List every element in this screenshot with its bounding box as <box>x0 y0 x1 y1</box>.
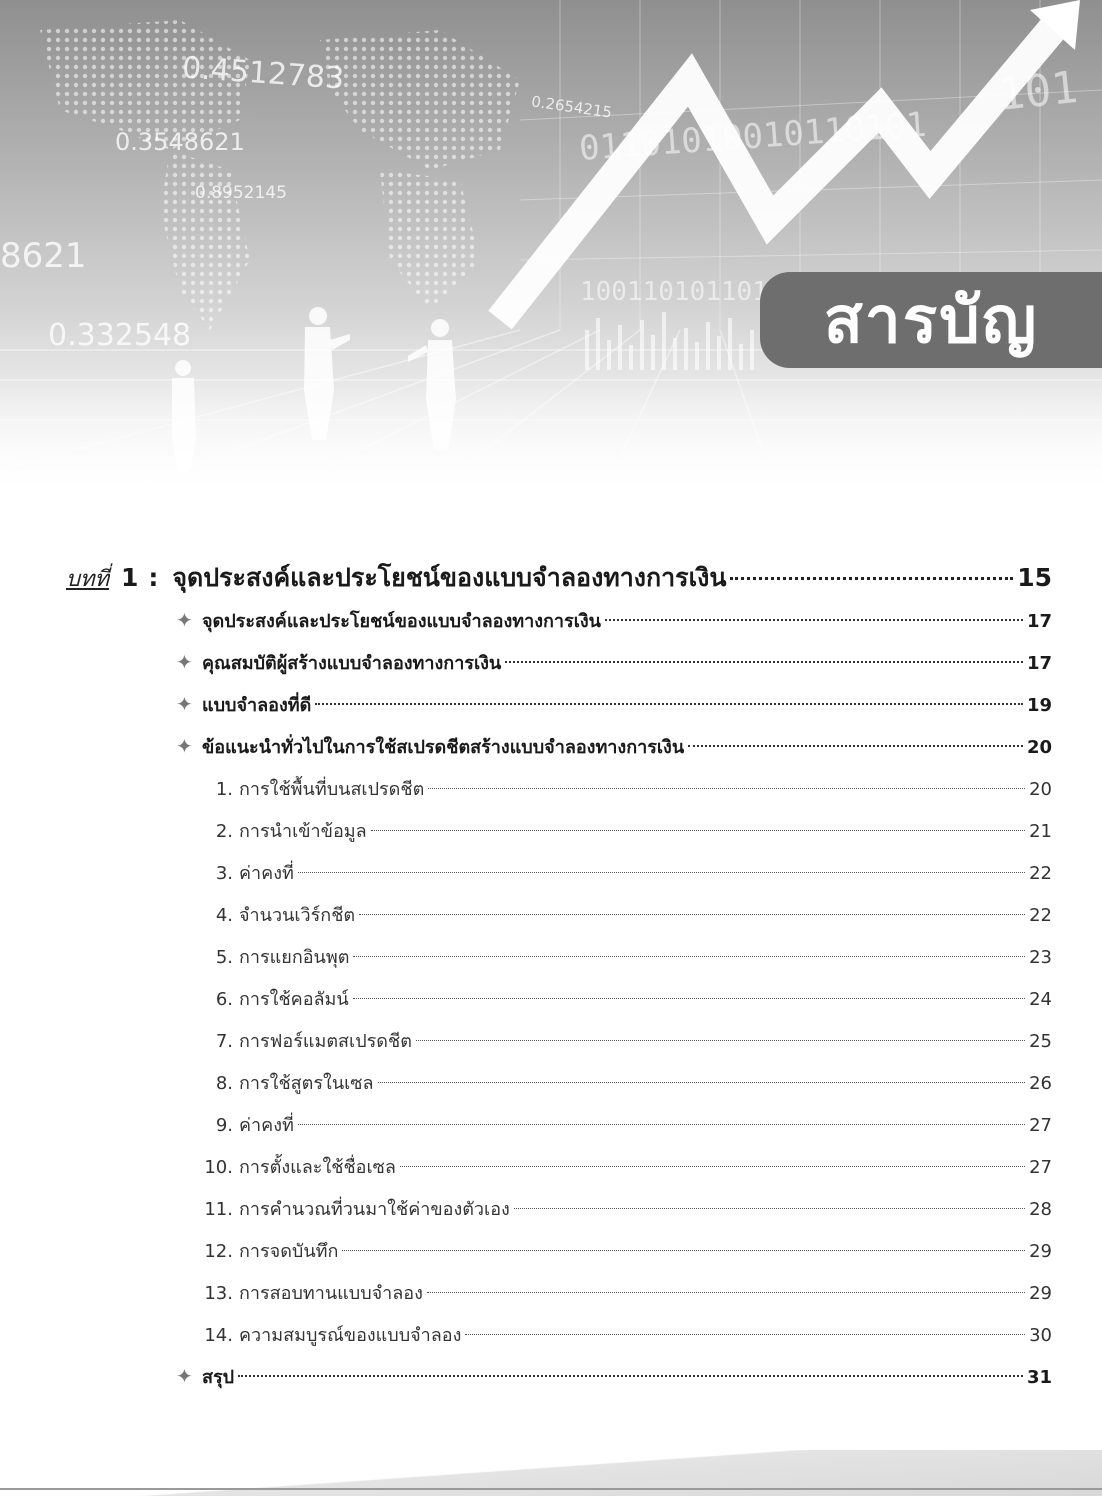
item-number: 12. <box>204 1241 233 1262</box>
section-page-number: 17 <box>1026 653 1052 674</box>
chapter-title: จุดประสงค์และประโยชน์ของแบบจำลองทางการเงิน <box>172 563 727 592</box>
toc-section-entry[interactable] <box>176 606 1052 638</box>
dot-leader <box>353 998 1025 999</box>
item-title: การใช้สูตรในเซล <box>239 1073 374 1094</box>
dot-leader <box>378 1082 1026 1083</box>
item-number: 9. <box>215 1115 233 1136</box>
item-title: ค่าคงที่ <box>239 1115 294 1136</box>
item-page-number: 30 <box>1029 1325 1052 1346</box>
toc-item[interactable] <box>195 984 1052 1016</box>
item-number: 4. <box>215 905 233 926</box>
toc-item[interactable] <box>195 1110 1052 1142</box>
dot-leader <box>238 1375 1023 1377</box>
toc-item[interactable] <box>195 1278 1052 1310</box>
item-title: การฟอร์แมตสเปรดชีต <box>239 1031 412 1052</box>
item-title: การใช้คอลัมน์ <box>239 989 349 1010</box>
item-number: 5. <box>215 947 233 968</box>
item-number: 2. <box>215 821 233 842</box>
dot-leader <box>416 1040 1025 1041</box>
toc-item[interactable] <box>195 1194 1052 1226</box>
item-title: การคำนวณที่วนมาใช้ค่าของตัวเอง <box>239 1199 510 1220</box>
dot-leader <box>730 577 1013 580</box>
item-page-number: 25 <box>1029 1031 1052 1052</box>
toc-item[interactable] <box>195 1068 1052 1100</box>
item-title: การตั้งและใช้ชื่อเซล <box>239 1157 396 1178</box>
item-page-number: 22 <box>1029 905 1052 926</box>
toc-item[interactable] <box>195 942 1052 974</box>
item-page-number: 22 <box>1029 863 1052 884</box>
toc-item[interactable] <box>195 1236 1052 1268</box>
toc-item[interactable] <box>195 900 1052 932</box>
page-title-box <box>760 272 1102 368</box>
toc-item[interactable] <box>195 1152 1052 1184</box>
section-title: คุณสมบัติผู้สร้างแบบจำลองทางการเงิน <box>202 653 502 674</box>
bottom-divider <box>0 1488 1102 1490</box>
item-title: จำนวนเวิร์กชีต <box>239 905 356 926</box>
item-page-number: 24 <box>1029 989 1052 1010</box>
toc-item[interactable] <box>195 774 1052 806</box>
item-title: การสอบทานแบบจำลอง <box>239 1283 423 1304</box>
section-title: แบบจำลองที่ดี <box>202 695 312 716</box>
header-banner <box>0 0 1102 500</box>
dot-leader <box>298 1124 1025 1125</box>
item-page-number: 29 <box>1029 1283 1052 1304</box>
star-bullet-icon: ✦ <box>176 692 193 716</box>
item-page-number: 21 <box>1029 821 1052 842</box>
toc-item[interactable] <box>195 1026 1052 1058</box>
item-number: 1. <box>215 779 233 800</box>
dot-leader <box>400 1166 1025 1167</box>
item-number: 10. <box>204 1157 233 1178</box>
item-title: ค่าคงที่ <box>239 863 294 884</box>
item-title: การแยกอินพุต <box>239 947 350 968</box>
item-number: 14. <box>204 1325 233 1346</box>
star-bullet-icon: ✦ <box>176 1364 193 1388</box>
toc-item[interactable] <box>195 816 1052 848</box>
section-title: สรุป <box>202 1367 235 1388</box>
dot-leader <box>359 914 1025 915</box>
dot-leader <box>505 661 1023 663</box>
toc-summary-entry[interactable] <box>176 1362 1052 1394</box>
section-title: ข้อแนะนำทั่วไปในการใช้สเปรดชีตสร้างแบบจำลองทางการเงิน <box>202 737 685 758</box>
item-page-number: 26 <box>1029 1073 1052 1094</box>
dot-leader <box>514 1208 1025 1209</box>
banner-number: 0.332548 <box>48 318 192 353</box>
toc-section-entry[interactable] <box>176 690 1052 722</box>
item-number: 13. <box>204 1283 233 1304</box>
section-page-number: 17 <box>1026 611 1052 632</box>
item-number: 6. <box>215 989 233 1010</box>
star-bullet-icon: ✦ <box>176 734 193 758</box>
item-number: 3. <box>215 863 233 884</box>
chapter-colon: : <box>148 563 159 592</box>
chapter-label: บทที่ <box>66 567 109 592</box>
toc-item[interactable] <box>195 858 1052 890</box>
dot-leader <box>428 788 1025 789</box>
dot-leader <box>427 1292 1025 1293</box>
item-page-number: 27 <box>1029 1157 1052 1178</box>
toc-chapter-entry[interactable] <box>66 558 1052 598</box>
banner-number: 0.3548621 <box>115 128 245 156</box>
section-page-number: 20 <box>1026 737 1052 758</box>
item-page-number: 20 <box>1029 779 1052 800</box>
dot-leader <box>605 619 1023 621</box>
chapter-page-number: 15 <box>1017 563 1052 592</box>
dot-leader <box>465 1334 1025 1335</box>
item-title: การใช้พื้นที่บนสเปรดชีต <box>239 779 425 800</box>
dot-leader <box>315 703 1023 705</box>
item-number: 7. <box>215 1031 233 1052</box>
banner-number: 8621 <box>0 236 87 276</box>
item-page-number: 29 <box>1029 1241 1052 1262</box>
section-page-number: 19 <box>1026 695 1052 716</box>
banner-number: 0.2654215 <box>530 92 613 122</box>
banner-number: 0.4512783 <box>180 50 346 97</box>
dot-leader <box>298 872 1025 873</box>
toc-item[interactable] <box>195 1320 1052 1352</box>
dot-leader <box>371 830 1025 831</box>
banner-number: 0.8952145 <box>195 183 287 203</box>
star-bullet-icon: ✦ <box>176 650 193 674</box>
dot-leader <box>688 745 1023 747</box>
item-number: 8. <box>215 1073 233 1094</box>
section-page-number: 31 <box>1026 1367 1052 1388</box>
item-number: 11. <box>204 1199 233 1220</box>
item-title: ความสมบูรณ์ของแบบจำลอง <box>239 1325 462 1346</box>
item-page-number: 28 <box>1029 1199 1052 1220</box>
item-title: การนำเข้าข้อมูล <box>239 821 367 842</box>
section-title: จุดประสงค์และประโยชน์ของแบบจำลองทางการเงิน <box>202 611 601 632</box>
item-page-number: 27 <box>1029 1115 1052 1136</box>
item-title: การจดบันทึก <box>239 1241 339 1262</box>
toc-section-entry[interactable] <box>176 648 1052 680</box>
banner-background-illustration <box>0 0 1102 500</box>
page-title: สารบัญ <box>823 284 1039 358</box>
toc-section-entry[interactable] <box>176 732 1052 764</box>
dot-leader <box>353 956 1025 957</box>
star-bullet-icon: ✦ <box>176 608 193 632</box>
dot-leader <box>342 1250 1025 1251</box>
chapter-number: 1 <box>120 563 139 592</box>
item-page-number: 23 <box>1029 947 1052 968</box>
